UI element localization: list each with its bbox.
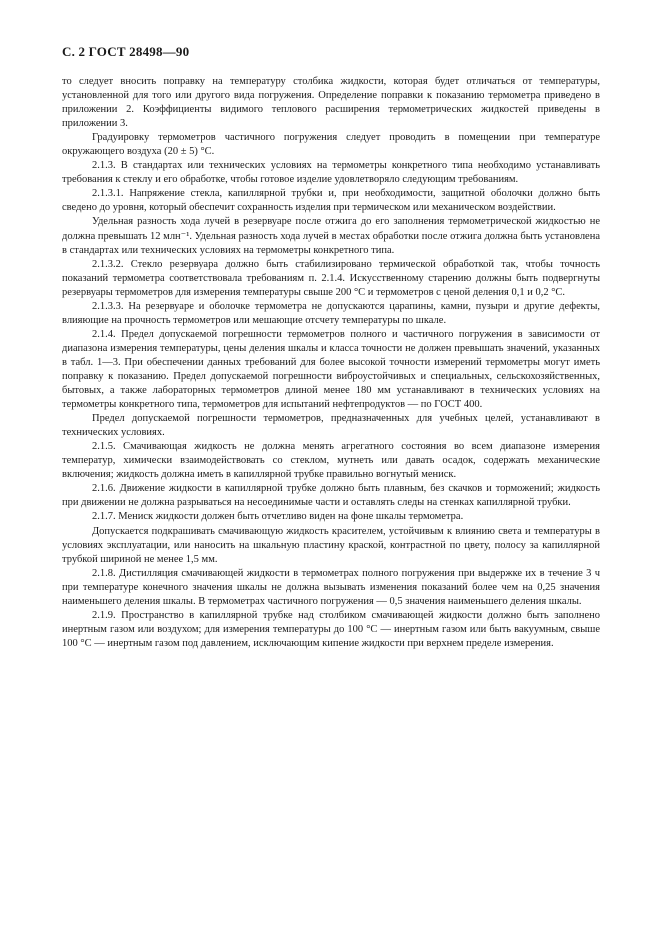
paragraph: 2.1.7. Мениск жидкости должен быть отчетливо виден на фоне шкалы термометра. [92,511,464,523]
paragraph: 2.1.8. Дистилляция смачивающей жидкости в термометрах полного погружения при выдержке их в течение 3 ч при температуре конечного значения шкалы не должна вызывать изменения показаний более чем на 0,25 значения наименьшего деления шкалы. В термометрах частичного погружения — 0,5 значения наименьшего деления шкалы. [62,567,600,607]
paragraph: 2.1.6. Движение жидкости в капиллярной трубке должно быть плавным, без скачков и торможений; жидкость при движении не должна разрываться на несоединимые части и оставлять следы на стенках капиллярной трубки. [62,483,600,509]
paragraph: Удельная разность хода лучей в резервуаре после отжига до его заполнения термометрической жидкостью не должна превышать 12 млн⁻¹. Удельная разность хода лучей в местах обработки после отжига должна быть установлена в стандартах или технических условиях на термометры конкретного типа. [62,216,600,256]
paragraph: 2.1.3.1. Напряжение стекла, капиллярной трубки и, при необходимости, защитной оболочки должно быть сведено до уровня, который обеспечит сохранность изделия при термическом или механическом воздействии. [62,188,600,214]
paragraph: то следует вносить поправку на температуру столбика жидкости, которая будет отличаться от температуры, установленной для того или другого вида погружения. Определение поправки к показанию термометра приведено в приложении 2. Коэффициенты видимого теплового расширения термометрических жидкостей приведены в приложении 3. [62,76,600,130]
body-text [62,75,600,651]
paragraph: Допускается подкрашивать смачивающую жидкость красителем, устойчивым к влиянию света и температуры в условиях эксплуатации, или наносить на шкальную пластину краской, контрастной по цвету, полосу за капиллярной трубкой шириной не менее 1,5 мм. [62,525,600,565]
paragraph: Градуировку термометров частичного погружения следует проводить в помещении при температуре окружающего воздуха (20 ± 5) °С. [62,132,600,158]
paragraph: 2.1.3.3. На резервуаре и оболочке термометра не допускаются царапины, камни, пузыри и другие дефекты, влияющие на прочность термометров или мешающие отсчету температуры по шкале. [62,300,600,326]
page-header: С. 2 ГОСТ 28498—90 [62,44,190,59]
paragraph: 2.1.3.2. Стекло резервуара должно быть стабилизировано термической обработкой так, чтобы точность показаний термометра соответствовала требованиям п. 2.1.4. Искусственному старению должны быть подвергнуты резервуары термометров для измерения температуры свыше 200 °С и термометров с ценой деления 0,1 и 0,2 °С. [62,258,600,298]
paragraph: 2.1.4. Предел допускаемой погрешности термометров полного и частичного погружения в зависимости от диапазона измерения температуры, цены деления шкалы и класса точности не должен превышать значений, указанных в табл. 1—3. При обеспечении данных требований для более высокой точности измерений термометры могут иметь поправку к показанию. Предел допускаемой погрешности виброустойчивых и специальных, сельскохозяйственных, бытовых, а также лабораторных термометров длиной менее 180 мм устанавливают в технических условиях на термометры конкретного типа, термометров для испытаний нефтепродуктов — по ГОСТ 400. [62,328,600,411]
paragraph: 2.1.9. Пространство в капиллярной трубке над столбиком смачивающей жидкости должно быть заполнено инертным газом или воздухом; для измерения температуры до 100 °С — инертным газом или быть вакуумным, свыше 100 °С — инертным газом под давлением, исключающим кипение жидкости при верхнем пределе измерения. [62,609,600,649]
paragraph: 2.1.3. В стандартах или технических условиях на термометры конкретного типа необходимо устанавливать требования к стеклу и его обработке, чтобы готовое изделие удовлетворяло следующим требованиям. [62,160,600,186]
paragraph: 2.1.5. Смачивающая жидкость не должна менять агрегатного состояния во всем диапазоне измерения температур, химически взаимодействовать со стеклом, мутнеть или давать осадок, содержать механические включения; жидкость должна иметь в капиллярной трубке правильно вогнутый мениск. [62,441,600,481]
paragraph: Предел допускаемой погрешности термометров, предназначенных для учебных целей, устанавливают в технических условиях. [62,413,600,439]
